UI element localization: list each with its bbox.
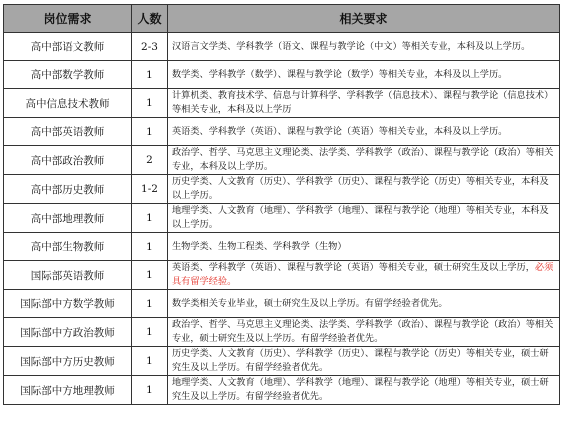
count-cell: 1 — [132, 118, 168, 146]
count-cell: 1 — [132, 290, 168, 318]
table-row — [4, 204, 560, 233]
position-cell: 国际部中方政治教师 — [4, 318, 132, 347]
recruitment-table — [3, 4, 560, 405]
requirement-cell: 英语类、学科教学（英语）、课程与教学论（英语）等相关专业，本科及以上学历。 — [168, 118, 560, 146]
requirement-cell — [168, 261, 560, 290]
header-position: 岗位需求 — [4, 5, 132, 33]
position-cell: 国际部中方地理教师 — [4, 376, 132, 405]
position-cell: 高中部历史教师 — [4, 175, 132, 204]
requirement-cell: 地理学类、人文教育（地理）、学科教学（地理）、课程与教学论（地理）等相关专业，硕士研究生及以上学历。有留学经验者优先。 — [168, 376, 560, 405]
table-row — [4, 347, 560, 376]
requirement-cell: 数学类、学科教学（数学）、课程与教学论（数学）等相关专业，本科及以上学历。 — [168, 61, 560, 89]
count-cell: 1 — [132, 89, 168, 118]
requirement-cell: 政治学、哲学、马克思主义理论类、法学类、学科教学（政治）、课程与教学论（政治）等相关专业，硕士研究生及以上学历。有留学经验者优先。 — [168, 318, 560, 347]
table-row — [4, 33, 560, 61]
requirement-highlight: 必须具有留学经验。 — [172, 262, 554, 287]
count-cell: 1 — [132, 233, 168, 261]
table-row — [4, 261, 560, 290]
count-cell: 1 — [132, 376, 168, 405]
table-row — [4, 318, 560, 347]
position-cell: 高中部语文教师 — [4, 33, 132, 61]
table-row — [4, 118, 560, 146]
requirement-cell: 生物学类、生物工程类、学科教学（生物） — [168, 233, 560, 261]
table-row — [4, 89, 560, 118]
position-cell: 高中部生物教师 — [4, 233, 132, 261]
requirement-text: 英语类、学科教学（英语）、课程与教学论（英语）等相关专业，硕士研究生及以上学历， — [172, 262, 535, 273]
count-cell: 1 — [132, 318, 168, 347]
position-cell: 高中信息技术教师 — [4, 89, 132, 118]
header-count: 人数 — [132, 5, 168, 33]
table-row — [4, 376, 560, 405]
table-row — [4, 146, 560, 175]
header-requirement: 相关要求 — [168, 5, 560, 33]
count-cell: 2-3 — [132, 33, 168, 61]
requirement-cell: 历史学类、人文教育（历史）、学科教学（历史）、课程与教学论（历史）等相关专业，本科及以上学历。 — [168, 175, 560, 204]
position-cell: 国际部英语教师 — [4, 261, 132, 290]
requirement-cell: 地理学类、人文教育（地理）、学科教学（地理）、课程与教学论（地理）等相关专业，本科及以上学历。 — [168, 204, 560, 233]
table-row — [4, 61, 560, 89]
position-cell: 高中部地理教师 — [4, 204, 132, 233]
position-cell: 国际部中方历史教师 — [4, 347, 132, 376]
table-header-row — [4, 5, 560, 33]
position-cell: 高中部英语教师 — [4, 118, 132, 146]
position-cell: 高中部数学教师 — [4, 61, 132, 89]
table-row — [4, 290, 560, 318]
table-row — [4, 233, 560, 261]
count-cell: 1 — [132, 261, 168, 290]
requirement-cell: 汉语言文学类、学科教学（语文、课程与教学论（中文）等相关专业，本科及以上学历。 — [168, 33, 560, 61]
position-cell: 高中部政治教师 — [4, 146, 132, 175]
count-cell: 2 — [132, 146, 168, 175]
position-cell: 国际部中方数学教师 — [4, 290, 132, 318]
requirement-cell: 政治学、哲学、马克思主义理论类、法学类、学科教学（政治）、课程与教学论（政治）等相关专业，本科及以上学历。 — [168, 146, 560, 175]
count-cell: 1 — [132, 347, 168, 376]
count-cell: 1 — [132, 61, 168, 89]
table-row — [4, 175, 560, 204]
requirement-cell: 历史学类、人文教育（历史）、学科教学（历史）、课程与教学论（历史）等相关专业，硕士研究生及以上学历。有留学经验者优先。 — [168, 347, 560, 376]
count-cell: 1-2 — [132, 175, 168, 204]
requirement-cell: 计算机类、教育技术学、信息与计算科学、学科教学（信息技术）、课程与教学论（信息技术）等相关专业，本科及以上学历 — [168, 89, 560, 118]
count-cell: 1 — [132, 204, 168, 233]
requirement-cell: 数学类相关专业毕业，硕士研究生及以上学历。有留学经验者优先。 — [168, 290, 560, 318]
